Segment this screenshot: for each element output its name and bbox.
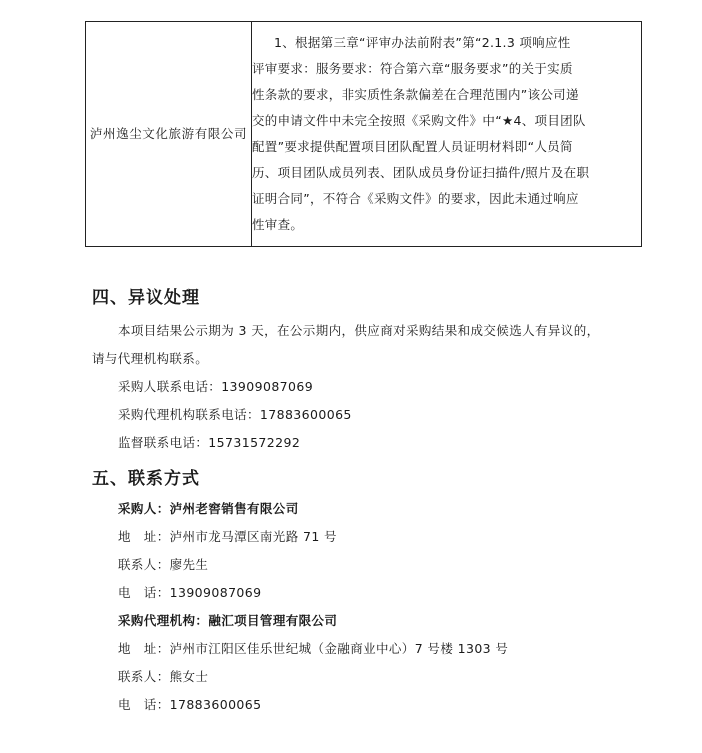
contact-value: 熊女士	[169, 669, 209, 684]
reason-line: 证明合同”，不符合《采购文件》的要求，因此未通过响应	[252, 191, 579, 206]
supervisor-phone-line: 监督联系电话：15731572292	[118, 435, 301, 450]
address-label: 地 址：	[118, 529, 170, 544]
agency-heading-label: 采购代理机构：	[118, 613, 209, 628]
reason-line: 1、根据第三章“评审办法前附表”第“2.1.3 项响应性	[274, 35, 571, 50]
purchaser-phone	[118, 583, 262, 601]
agency-phone	[118, 695, 262, 713]
section5-title: 五、联系方式	[92, 469, 200, 489]
purchaser-heading	[118, 499, 299, 517]
purchaser-address	[118, 527, 337, 545]
review-result-table	[85, 21, 642, 247]
agency-heading-name: 融汇项目管理有限公司	[208, 613, 338, 628]
address-value: 泸州市江阳区佳乐世纪城（金融商业中心）7 号楼 1303 号	[169, 641, 509, 656]
contact-value: 廖先生	[169, 557, 209, 572]
reason-line: 性审查。	[252, 217, 304, 232]
purchaser-heading-name: 泸州老窖销售有限公司	[169, 501, 299, 516]
agency-phone-line: 采购代理机构联系电话：17883600065	[118, 407, 352, 422]
contact-label: 联系人：	[118, 557, 170, 572]
reason-line: 历、项目团队成员列表、团队成员身份证扫描件/照片及在职	[252, 165, 590, 180]
purchaser-phone-line: 采购人联系电话：13909087069	[118, 379, 314, 394]
agency-heading	[118, 611, 337, 629]
section4-title: 四、异议处理	[92, 288, 200, 308]
reason-line: 交的申请文件中未完全按照《采购文件》中“★4、项目团队	[252, 113, 586, 128]
reason-line: 评审要求：服务要求：符合第六章“服务要求”的关于实质	[252, 61, 573, 76]
agency-contact	[118, 667, 208, 685]
address-value: 泸州市龙马潭区南光路 71 号	[169, 529, 337, 544]
address-label: 地 址：	[118, 641, 170, 656]
phone-label: 电 话：	[118, 697, 170, 712]
contact-label: 联系人：	[118, 669, 170, 684]
company-name: 泸州逸尘文化旅游有限公司	[89, 126, 248, 141]
purchaser-heading-label: 采购人：	[118, 501, 170, 516]
reason-cell	[252, 22, 642, 247]
reason-line: 性条款的要求，非实质性条款偏差在合理范围内”该公司递	[252, 87, 579, 102]
reason-line: 配置”要求提供配置项目团队配置人员证明材料即“人员简	[252, 139, 573, 154]
objection-body-line1: 本项目结果公示期为 3 天，在公示期内，供应商对采购结果和成交候选人有异议的，	[118, 323, 600, 338]
table-row	[86, 22, 642, 247]
agency-address	[118, 639, 508, 657]
phone-label: 电 话：	[118, 585, 170, 600]
objection-body-line2: 请与代理机构联系。	[92, 351, 209, 366]
phone-value: 17883600065	[169, 697, 262, 712]
company-name-cell	[86, 22, 252, 247]
purchaser-contact	[118, 555, 208, 573]
phone-value: 13909087069	[169, 585, 262, 600]
